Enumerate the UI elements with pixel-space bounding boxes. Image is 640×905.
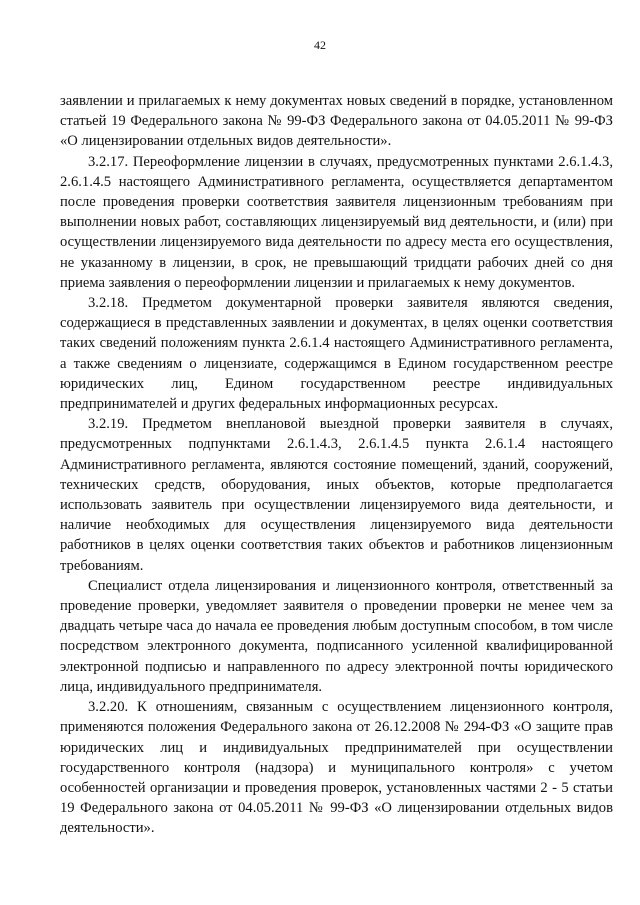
document-body: [60, 91, 613, 839]
paragraph-continuation: заявлении и прилагаемых к нему документах новых сведений в порядке, установленном статьей 19 Федерального закона № 99-ФЗ Федерального закона от 04.05.2011 № 99-ФЗ «О лицензировании отдельных видов деятельности».: [60, 93, 613, 150]
paragraph-3-2-20: 3.2.20. К отношениям, связанным с осуществлением лицензионного контроля, применяются положения Федерального закона от 26.12.2008 № 294-ФЗ «О защите прав юридических лиц и индивидуальных предпринимателей при осуществлении государственного контроля (надзора) и муниципального контроля» с учетом особенностей организации и проведения проверок, установленных частями 2 - 5 статьи 19 Федерального закона от 04.05.2011 № 99-ФЗ «О лицензировании отдельных видов деятельности».: [60, 699, 613, 837]
paragraph-3-2-17: 3.2.17. Переоформление лицензии в случаях, предусмотренных пунктами 2.6.1.4.3, 2.6.1.4.5 настоящего Административного регламента, осуществляется департаментом после проведения проверки соответствия заявителя лицензионным требованиям при выполнении новых работ, составляющих лицензируемый вид деятельности, и (или) при осуществлении лицензируемого вида деятельности по адресу места его осуществления, не указанному в лицензии, в срок, не превышающий тридцати рабочих дней со дня приема заявления о переоформлении лицензии и прилагаемых к нему документов.: [60, 153, 613, 291]
paragraph-specialist-notice: Специалист отдела лицензирования и лицензионного контроля, ответственный за проведение проверки, уведомляет заявителя о проведении проверки не менее чем за двадцать четыре часа до начала ее проведения любым доступным способом, в том числе посредством электронного документа, подписанного усиленной квалифицированной электронной подписью и направленного по адресу электронной почты юридического лица, индивидуального предпринимателя.: [60, 577, 613, 695]
paragraph-3-2-19: 3.2.19. Предметом внеплановой выездной проверки заявителя в случаях, предусмотренных подпунктами 2.6.1.4.3, 2.6.1.4.5 пункта 2.6.1.4 настоящего Административного регламента, являются состояние помещений, зданий, сооружений, технических средств, оборудования, иных объектов, которые предполагается использовать заявитель при осуществлении лицензируемого вида деятельности, и наличие необходимых для осуществления лицензируемого вида деятельности работников в целях оценки соответствия таких объектов и работников лицензионным требованиям.: [60, 416, 613, 574]
paragraph-3-2-18: 3.2.18. Предметом документарной проверки заявителя являются сведения, содержащиеся в представленных заявлении и документах, в целях оценки соответствия таких сведений положениям пункта 2.6.1.4 настоящего Административного регламента, а также сведениям о лицензиате, содержащимся в Едином государственном реестре юридических лиц, Едином государственном реестре индивидуальных предпринимателей и других федеральных информационных ресурсах.: [60, 295, 613, 413]
page-number: 42: [314, 38, 326, 52]
